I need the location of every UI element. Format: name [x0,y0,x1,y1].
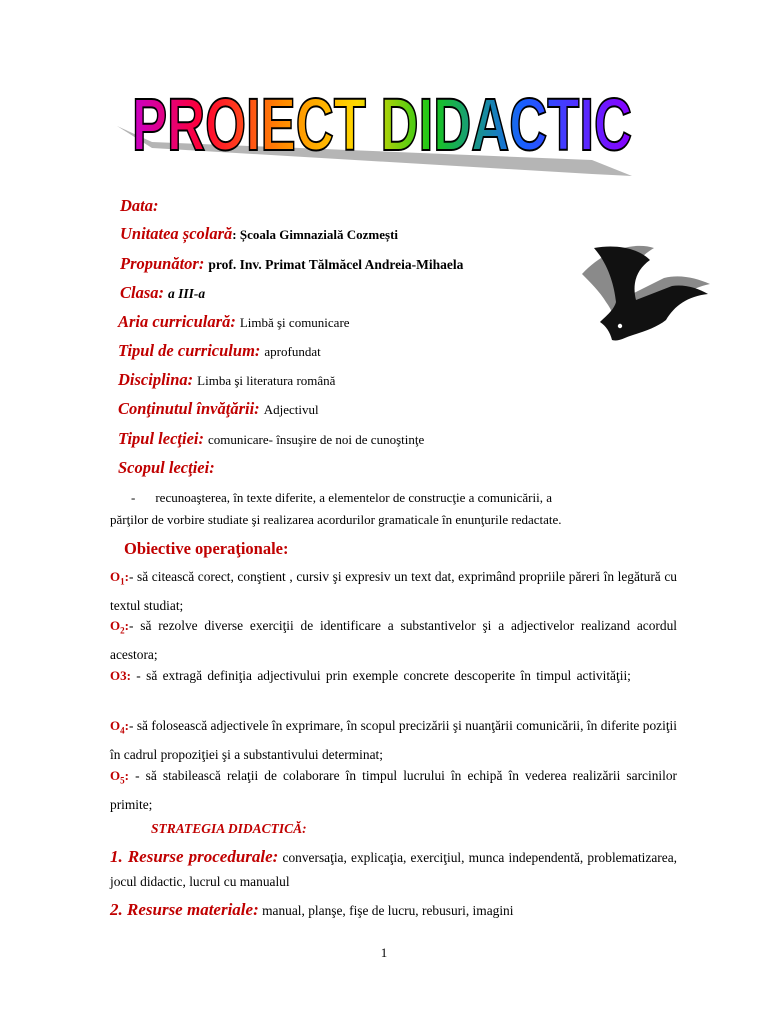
scopul-line-2 [110,512,562,528]
continutul-label: Conţinutul învăţării: [118,399,260,418]
resource-text: manual, planşe, fişe de lucru, rebusuri, imagini [258,903,514,918]
field-tipul-lectiei [118,429,424,449]
objective-code: $O_1$: [110,569,129,587]
field-scopul [118,458,215,478]
page-number: 1 [380,945,388,960]
field-disciplina [118,370,335,390]
scopul-line-1 [131,490,552,506]
field-aria [118,312,350,332]
aria-value: Limbă şi comunicare [239,315,350,330]
objectives-title: Obiective operaţionale: [124,539,289,558]
objective-text: - să extragă definiţia adjectivului prin exemple concrete descoperite în timpul activităţii; [130,668,631,683]
objective-2 [110,614,677,667]
clasa-value: a III-a [168,286,206,301]
field-propunator [120,254,463,274]
field-tipul-curriculum [118,341,321,361]
resource-text: conversaţia, explicaţia, exerciţiul, munca independentă, problematizarea, jocul didactic, lucrul cu manualul [110,850,677,889]
field-continutul [118,399,319,419]
objective-text: - să citească corect, conştient , cursiv şi expresiv un text dat, exprimând propriile păreri în legătură cu textul studiat; [110,569,677,613]
objective-code: O3: [110,668,131,683]
title-text: PROIECT DIDACTIC [132,83,632,166]
disciplina-label: Disciplina: [118,370,194,389]
resource-procedurale [110,845,677,894]
wordart-title [112,82,652,192]
data-label: Data: [120,196,159,215]
objective-text: - să stabilească relaţii de colaborare în timpul lucrului în echipă în vederea realizării sarcinilor primite; [110,768,677,812]
field-unitate [120,224,398,244]
document-title [112,82,652,192]
tipul-lectiei-label: Tipul lecţiei: [118,429,204,448]
objective-3 [110,664,677,688]
disciplina-value: Limba şi literatura română [197,373,336,388]
propunator-label: Propunător: [120,254,205,273]
strategy-title: STRATEGIA DIDACTICĂ: [151,821,307,836]
objective-code: $O_5$: [110,768,129,786]
propunator-value: prof. Inv. Primat Tălmăcel Andreia-Mihaela [208,257,464,272]
tipul-lectiei-value: comunicare- însuşire de noi de cunoştinţe [208,432,425,447]
objective-code: $O_2$: [110,618,129,636]
objective-text: - să rezolve diverse exerciţii de identificare a substantivelor şi a adjectivelor realizand acordul acestora; [110,618,677,662]
unitate-label: Unitatea școlară [120,224,233,243]
tipul-curriculum-value: aprofundat [264,344,321,359]
scopul-dash: - [131,490,136,505]
swallow-bird-icon [576,238,712,342]
objective-code: $O_4$: [110,718,129,736]
scopul-text-1: recunoaşterea, în texte diferite, a elementelor de construcţie a comunicării, a [155,490,553,505]
objective-1 [110,565,677,618]
unitate-value: : Școala Gimnazială Cozmești [232,227,399,242]
scopul-text-2: părţilor de vorbire studiate şi realizarea acordurilor gramaticale în enunţurile redactate. [110,512,562,527]
scopul-label: Scopul lecţiei: [118,458,215,477]
field-data [120,196,159,216]
objectives-heading [124,539,289,559]
resource-materiale [110,898,677,923]
tipul-curriculum-label: Tipul de curriculum: [118,341,261,360]
strategy-heading [151,820,307,838]
objective-4 [110,714,677,767]
aria-label: Aria curriculară: [118,312,236,331]
field-clasa [120,283,205,303]
continutul-value: Adjectivul [263,402,319,417]
resource-label: 2. Resurse materiale: [110,900,259,919]
clasa-label: Clasa: [120,283,165,302]
objective-5 [110,764,677,817]
resource-label: 1. Resurse procedurale: [110,847,279,866]
objective-text: - să folosească adjectivele în exprimare, în scopul precizării şi nuanţării comunicării, în diferite poziţii în cadrul propoziţiei şi a substantivului determinat; [110,718,677,762]
